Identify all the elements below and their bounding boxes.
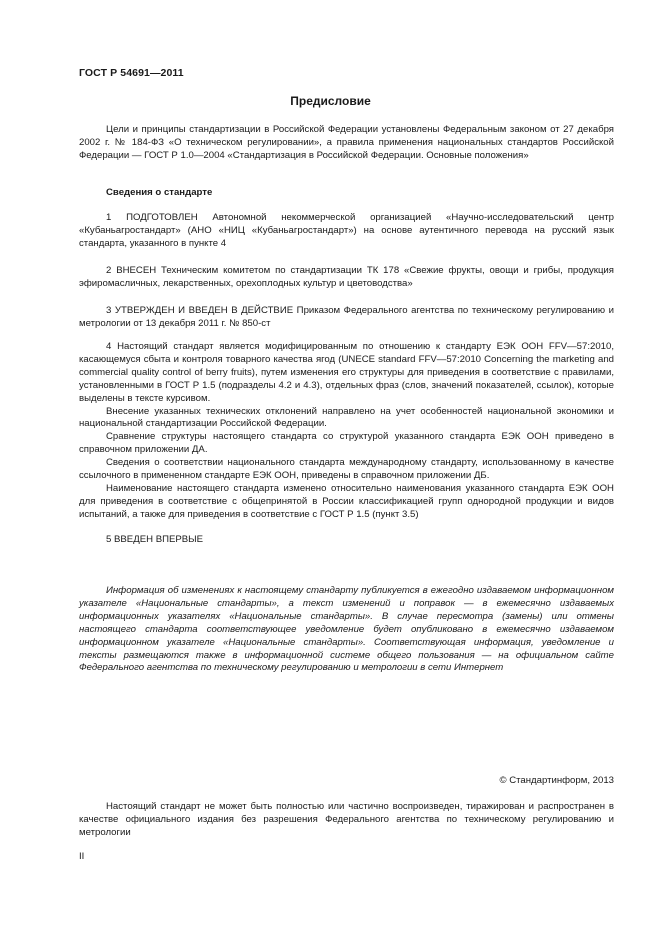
change-notice-paragraph: Информация об изменениях к настоящему стандарту публикуется в ежегодно издаваемом информационном указателе «Национальные стандарты», а текст изменений и поправок — в ежемесячно издаваемых информационных указателях «Национальные стандарты». В случае пересмотра (замены) или отмены настоящего стандарта соответствующее уведомление будет опубликовано в ежемесячно издаваемом информационном указателе «Национальные стандарты». Соответствующая информация, уведомление и тексты размещаются также в информационной системе общего пользования — на официальном сайте Федерального агентства по техническому регулированию и метрологии в сети Интернет <box>79 585 614 674</box>
item-4-paragraph-2: Внесение указанных технических отклонений направлено на учет особенностей национальной экономики и национальной стандартизации Российской Федерации. <box>79 405 614 430</box>
item-1-paragraph: 1 ПОДГОТОВЛЕН Автономной некоммерческой организацией «Научно-исследовательский центр «Кубаньагростандарт» (АНО «НИЦ «Кубаньагростандарт») на основе аутентичного перевода на русский язык стандарта, указанного в пункте 4 <box>79 212 614 249</box>
reproduction-note-block <box>79 801 614 840</box>
item-5-block <box>79 534 614 547</box>
item-1-block <box>79 212 614 251</box>
item-2-block <box>79 265 614 291</box>
item-4-paragraph-1: 4 Настоящий стандарт является модифицированным по отношению к стандарту ЕЭК ООН FFV—57:2010, касающемуся сбыта и контроля товарного качества ягод (UNECE standard FFV—57:2010 Concerning the marketing and commercial quality control of berry fruits), путем изменения его структуры для приведения в соответствие с правилами, установленными в ГОСТ Р 1.5 (подразделы 4.2 и 4.3), отдельных фраз (слов, значений показателей, ссылок), которые выделены в тексте курсивом. <box>79 341 614 404</box>
item-5-paragraph: 5 ВВЕДЕН ВПЕРВЫЕ <box>106 534 204 545</box>
intro-paragraph-block <box>79 124 614 163</box>
document-number-header: ГОСТ Р 54691—2011 <box>79 67 184 79</box>
item-4-paragraph-4: Сведения о соответствии национального стандарта международному стандарту, использованному в качестве ссылочного в примененном стандарте ЕЭК ООН, приведены в справочном приложении ДБ. <box>79 457 614 482</box>
item-4-block <box>79 341 614 522</box>
notice-block <box>79 585 614 675</box>
item-4-paragraph-3: Сравнение структуры настоящего стандарта со структурой указанного стандарта ЕЭК ООН приведено в справочном приложении ДА. <box>79 431 614 456</box>
item-2-paragraph: 2 ВНЕСЕН Техническим комитетом по стандартизации ТК 178 «Свежие фрукты, овощи и грибы, продукция эфиромасличных, лекарственных, орехоплодных культур и цветоводства» <box>79 265 614 289</box>
intro-paragraph: Цели и принципы стандартизации в Российской Федерации установлены Федеральным законом от 27 декабря 2002 г. № 184-ФЗ «О техническом регулировании», а правила применения национальных стандартов Российской Федерации — ГОСТ Р 1.0—2004 «Стандартизация в Российской Федерации. Основные положения» <box>79 124 614 161</box>
item-3-block <box>79 305 614 331</box>
section-heading-info: Сведения о стандарте <box>106 187 213 198</box>
item-4-paragraph-5: Наименование настоящего стандарта изменено относительно наименования указанного стандарта ЕЭК ООН для приведения в соответствие с общепринятой в России классификацией групп однородной продукции и видов испытаний, а также для приведения в соответствие с ГОСТ Р 1.5 (пункт 3.5) <box>79 482 614 520</box>
reproduction-note: Настоящий стандарт не может быть полностью или частично воспроизведен, тиражирован и распространен в качестве официального издания без разрешения Федерального агентства по техническому регулированию и метрологии <box>79 801 614 838</box>
item-3-paragraph: 3 УТВЕРЖДЕН И ВВЕДЕН В ДЕЙСТВИЕ Приказом Федерального агентства по техническому регулированию и метрологии от 13 декабря 2011 г. № 850-ст <box>79 305 614 329</box>
copyright-line: © Стандартинформ, 2013 <box>499 775 614 786</box>
page-title: Предисловие <box>290 94 371 108</box>
page-number: II <box>79 851 85 862</box>
